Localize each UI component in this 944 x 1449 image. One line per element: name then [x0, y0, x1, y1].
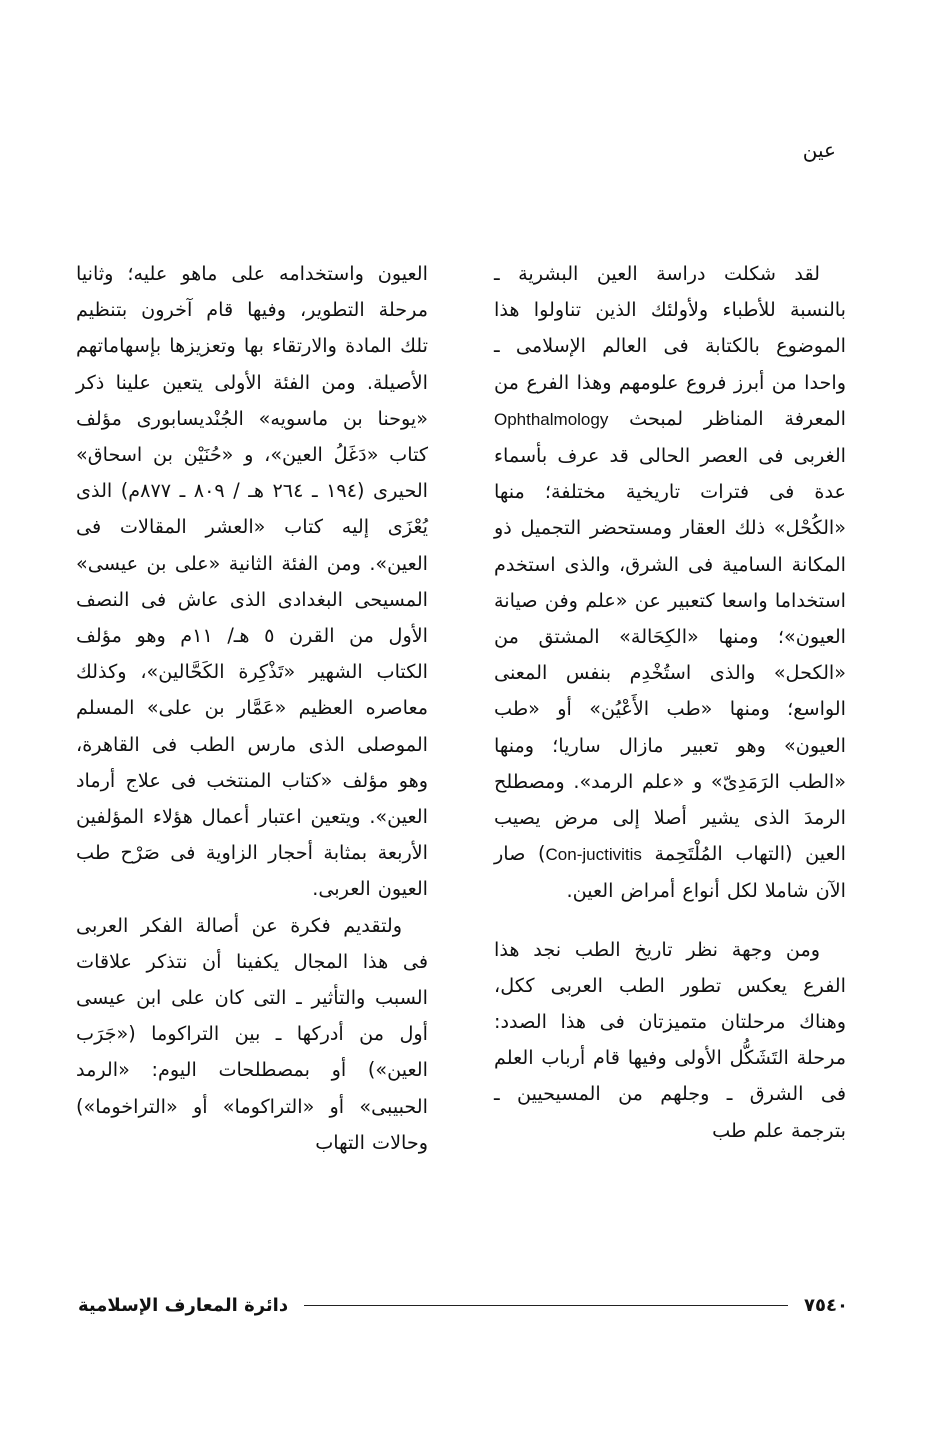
footer-rule: [304, 1305, 788, 1306]
latin-term: Con-juctivitis: [545, 845, 642, 865]
right-column: [494, 256, 846, 1149]
paragraph: ولتقديم فكرة عن أصالة الفكر العربى فى هذا المجال يكفينا أن نتذكر علاقات السبب والتأثير ـ التى كان على ابن عيسى أول من أدركها ـ بين التراكوما («جَرَب العين») أو بمصطلحات اليوم: «الرمد الحبيبى» أو «التراكوما» أو «التراخوما») وحالات التهاب: [76, 913, 428, 1154]
latin-term: Ophthalmology: [494, 409, 609, 429]
paragraph-text: لقد شكلت دراسة العين البشرية ـ بالنسبة للأطباء ولأولئك الذين تناولوا هذا الموضوع بالكتابة فى العالم الإسلامى ـ واحدا من أبرز فروع علومهم وهذا الفرع من المعرفة المناظر لمبحث: [494, 262, 846, 430]
page-number: ٧٥٤٠: [804, 1294, 848, 1316]
journal-title: دائرة المعارف الإسلامية: [78, 1294, 289, 1316]
paragraph-text: الغربى فى العصر الحالى قد عرف بأسماء عدة فى فترات تاريخية مختلفة؛ منها «الكُحْل» ذلك العقار ومستحضر التجميل ذو المكانة السامية فى الشرق، والذى استخدم استخداما واسعا كتعبير عن «علم وفن صيانة العيون»؛ ومنها «الكِحَالة» المشتق من «الكحل» والذى استُخْدِم بنفس المعنى الواسع؛ ومنها «طب الأَعْيُن» أو «طب العيون» وهو تعبير مازال ساريا؛ ومنها «الطب الرَمَدِىّ» و «علم الرمد». ومصطلح الرمدَ الذى يشير أصلا إلى مرض يصيب العين (التهاب المُلْتَحِمة: [494, 444, 846, 866]
paragraph-text: ومن وجهة نظر تاريخ الطب نجد هذا الفرع يعكس تطور الطب العربى ككل، وهناك مرحلتان متميزتان فى هذا الصدد: مرحلة التَشَكُّل الأولى وفيها قام أرباب العلم فى الشرق ـ وجلهم من المسيحيين ـ بترجمة علم طب: [494, 937, 846, 1142]
paragraph: [494, 256, 846, 910]
paragraph: [494, 932, 846, 1149]
page-footer: [78, 1290, 848, 1320]
paragraph-text: ) صار الآن شاملا لكل أنواع أمراض العين.: [494, 842, 846, 903]
paragraph: العيون واستخدامه على ماهو عليه؛ وثانيا مرحلة التطوير، وفيها قام آخرون بتنظيم تلك المادة والارتقاء بها وتعزيزها بإسهاماتهم الأصيلة. ومن الفئة الأولى يتعين علينا ذكر «يوحنا بن ماسويه» الجُنْديسابورى مؤلف كتاب «دَغَلُ العين»، و «حُنَيْن بن اسحاق» الحيرى (١٩٤ ـ ٢٦٤ هـ / ٨٠٩ ـ ٨٧٧م) الذى يُعْزَى إليه كتاب «العشر المقالات فى العين». ومن الفئة الثانية «على بن عيسى» المسيحى البغدادى الذى عاش فى النصف الأول من القرن ٥ هـ/ ١١م وهو مؤلف الكتاب الشهير «تَذْكِرة الكَحَّالين»، وكذلك معاصره العظيم «عَمَّار بن على» المسلم الموصلى الذى مارس الطب فى القاهرة، وهو مؤلف «كتاب المنتخب فى علاج أرماد العين». ويتعين اعتبار أعمال هؤلاء المؤلفين الأربعة بمثابة أحجار الزاوية فى صَرْح طب العيون العربى.: [76, 262, 429, 901]
running-head: عين: [802, 138, 836, 162]
left-column: [76, 256, 428, 1161]
